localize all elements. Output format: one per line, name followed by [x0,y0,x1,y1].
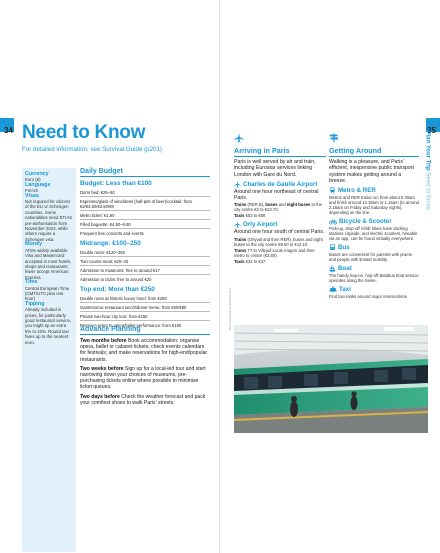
detail-bold: Trams [234,247,247,253]
fact-block [25,302,73,345]
planning-lead: Two days before [80,393,120,400]
metro-train-image [234,325,428,433]
subsection-text: Buses are convenient for parents with prams and people with limited mobility. [329,252,412,263]
detail-bold: night buses [286,202,311,208]
fact-heading: Tipping [25,300,45,307]
arriving-column [234,133,326,264]
detail-text: to the city centre €2 to €13.70. [234,202,322,213]
running-header-sub: Need to Know [424,172,430,210]
budget-row: Private two-hour city tour: from €150 [80,312,210,321]
planning-lead: Two months before [80,338,127,344]
subsection-text: Pick-up, drop-off Vélib' bikes have docking stations citywide, and electric scooters, hireable via an app, can be found virtually everywhere. [329,226,418,242]
subsection-lead: Around one hour south of central Paris. [234,229,325,236]
subsection-title: Charles de Gaulle Airport [243,180,318,188]
running-header-main: Plan Your Trip [424,130,430,171]
fact-block [25,183,73,194]
detail-bold: Trains [234,202,247,208]
photo-credit: DELPIXEL/SHUTTERSTOCK © [228,287,232,330]
boat-icon [329,265,336,272]
budget-row: Dorm bed: €25–50 [80,188,210,197]
subsection-heading [329,265,419,272]
fact-text: French [25,188,39,194]
planning-item [80,366,210,391]
fact-text: Already included in prices, for particularly good restaurant service, you might tip an extra 5% to 10%. Round taxi fares up to the nearest euro. [25,307,72,345]
budget-row: Filled baguette: €4.50–6.50 [80,220,210,229]
plane-icon [234,181,241,188]
detail-text: and [277,202,287,208]
advance-planning-section [80,326,210,409]
signpost-icon [329,133,339,143]
budget-row: Premium ticket to opera/ballet performance: from €150 [80,322,182,328]
bus-icon [329,244,336,251]
fact-block [25,194,73,243]
section-heading: Arriving in Paris [234,146,326,157]
detail-bold: Taxis [234,258,245,264]
subsection-text: Find taxi ranks around major intersections. [329,294,408,300]
page-subtitle: For detailed information, see Survival Guide (p201) [22,146,162,153]
page-title: Need to Know [22,122,146,143]
fact-heading: Currency [25,171,49,177]
metro-photo [234,325,428,433]
fact-heading: Language [25,181,51,188]
getting-around-column [329,133,419,299]
subsection-title: Metro & RER [338,187,376,195]
page-number: 35 [427,126,436,135]
section-heading: Getting Around [329,146,419,157]
budget-row: Two-course meal: €20–40 [80,257,210,266]
subsection-title: Taxi [339,286,351,294]
fact-text: Not required for citizens of the EU or Schengen countries. Some nationalities need ETIAS pre-authorisation from November 2023, while others require a Schengen visa. [25,199,73,242]
budget-row: Admission to museums: free to around €17 [80,266,210,275]
planning-lead: Two weeks before [80,365,124,372]
running-header [424,131,430,211]
section-intro: Paris is well served by air and train, including Eurostar services linking London with Gare du Nord. [234,159,316,178]
budget-row: Admission to clubs: free to around €20 [80,276,152,282]
plane-icon [234,133,244,143]
fact-block [25,242,73,280]
subsection-title: Bicycle & Scooter [339,218,392,226]
facts-sidebar [22,168,76,552]
detail-text: T7 to Villejuif-Louis Aragon and then metro to centre (€3.80). [234,247,315,258]
budget-row: Double room at historic luxury hotel: from €250 [80,294,210,303]
subsection-detail [234,237,326,247]
budget-row: Espresso/glass of wine/demi (half-pint of beer)/cocktail: from €2/€3.50/€3.50/€9 [80,197,210,211]
planning-text: Check the weather forecast and pack your comfiest shoes to walk Paris' streets. [80,393,206,406]
fact-heading: Time [25,279,38,286]
right-page [220,0,440,553]
fact-text: Euro (€) [25,177,41,183]
budget-row: Metro ticket: €1.90 [80,211,210,220]
subsection-title: Orly Airport [243,221,278,229]
subsection-heading [234,181,326,188]
fact-heading: Visas [25,192,39,199]
budget-tier-title: Budget: Less than €100 [80,180,152,187]
fact-heading: Money [25,241,43,248]
subsection-heading [329,286,419,293]
detail-text: €53 to €56 [244,213,266,219]
detail-bold: Trains [234,236,247,242]
detail-text: (Orlyval and then RER), buses and night buses to the city centre €9.50 to €12.10 [234,236,323,247]
bicycle-icon [329,218,337,225]
subsection-title: Boat [338,265,352,273]
subsection-text: The handy hop-on, hop-off Batobus boat service operates along the Seine. [329,273,419,284]
plane-icon [234,221,241,228]
planning-text: Sign up for a local-led tour and start narrowing down your choices of museums, pre-purchasing tickets online where possible to minimise ticket queues. [80,365,206,391]
subsection-text: Metros and RER trains run from about 5.30am and finish around 12.35am or 1.15am (to around 2.15am on Friday and Saturday nights), depending on the line. [329,195,419,216]
planning-item [80,338,210,363]
detail-bold: Taxis [234,213,245,219]
fact-block [25,280,73,302]
train-icon [329,187,336,194]
fact-text: ATMs widely available. Visa and Mastercard accepted in most hotels, shops and restaurants; fewer accept American Express. [25,247,72,280]
detail-text: €32 to €37 [244,258,266,264]
budget-tier-title: Midrange: €100–250 [80,240,141,247]
subsection-heading [329,244,419,251]
section-heading: Daily Budget [80,168,210,177]
subsection-heading [329,218,419,225]
subsection-heading [234,221,326,228]
subsection-heading [329,187,419,194]
planning-text: Book accommodation; organise opera, ballet or cabaret tickets; check events calendars for festivals; and make reservations for high-end/popular restaurants. [80,338,208,363]
section-heading: Advance Planning [80,326,210,335]
budget-tier-title: Top end: More than €250 [80,286,155,293]
subsection-detail [234,202,326,212]
fact-text: Central European Time (GMT/UTC plus one hour) [25,285,70,302]
budget-row: Frequent free concerts and events [80,230,144,236]
taxi-icon [329,286,337,293]
subsection-lead: Around one hour northeast of central Paris. [234,188,319,202]
planning-item [80,394,210,406]
budget-row: Double room: €120–250 [80,248,210,257]
subsection-detail [234,259,326,264]
subsection-title: Bus [338,244,350,252]
detail-bold: buses [265,202,278,208]
daily-budget-section [80,168,210,329]
subsection-detail [234,248,326,258]
section-intro: Walking is a pleasure, and Paris' efficient, inexpensive public transport system makes getting around a breeze. [329,159,414,184]
detail-text: (RER B), [246,202,266,208]
subsection-detail [234,213,326,218]
budget-row: Gastronomic restaurant lunch/dinner menu: from €50/€80 [80,303,210,312]
page-number: 34 [4,126,13,135]
